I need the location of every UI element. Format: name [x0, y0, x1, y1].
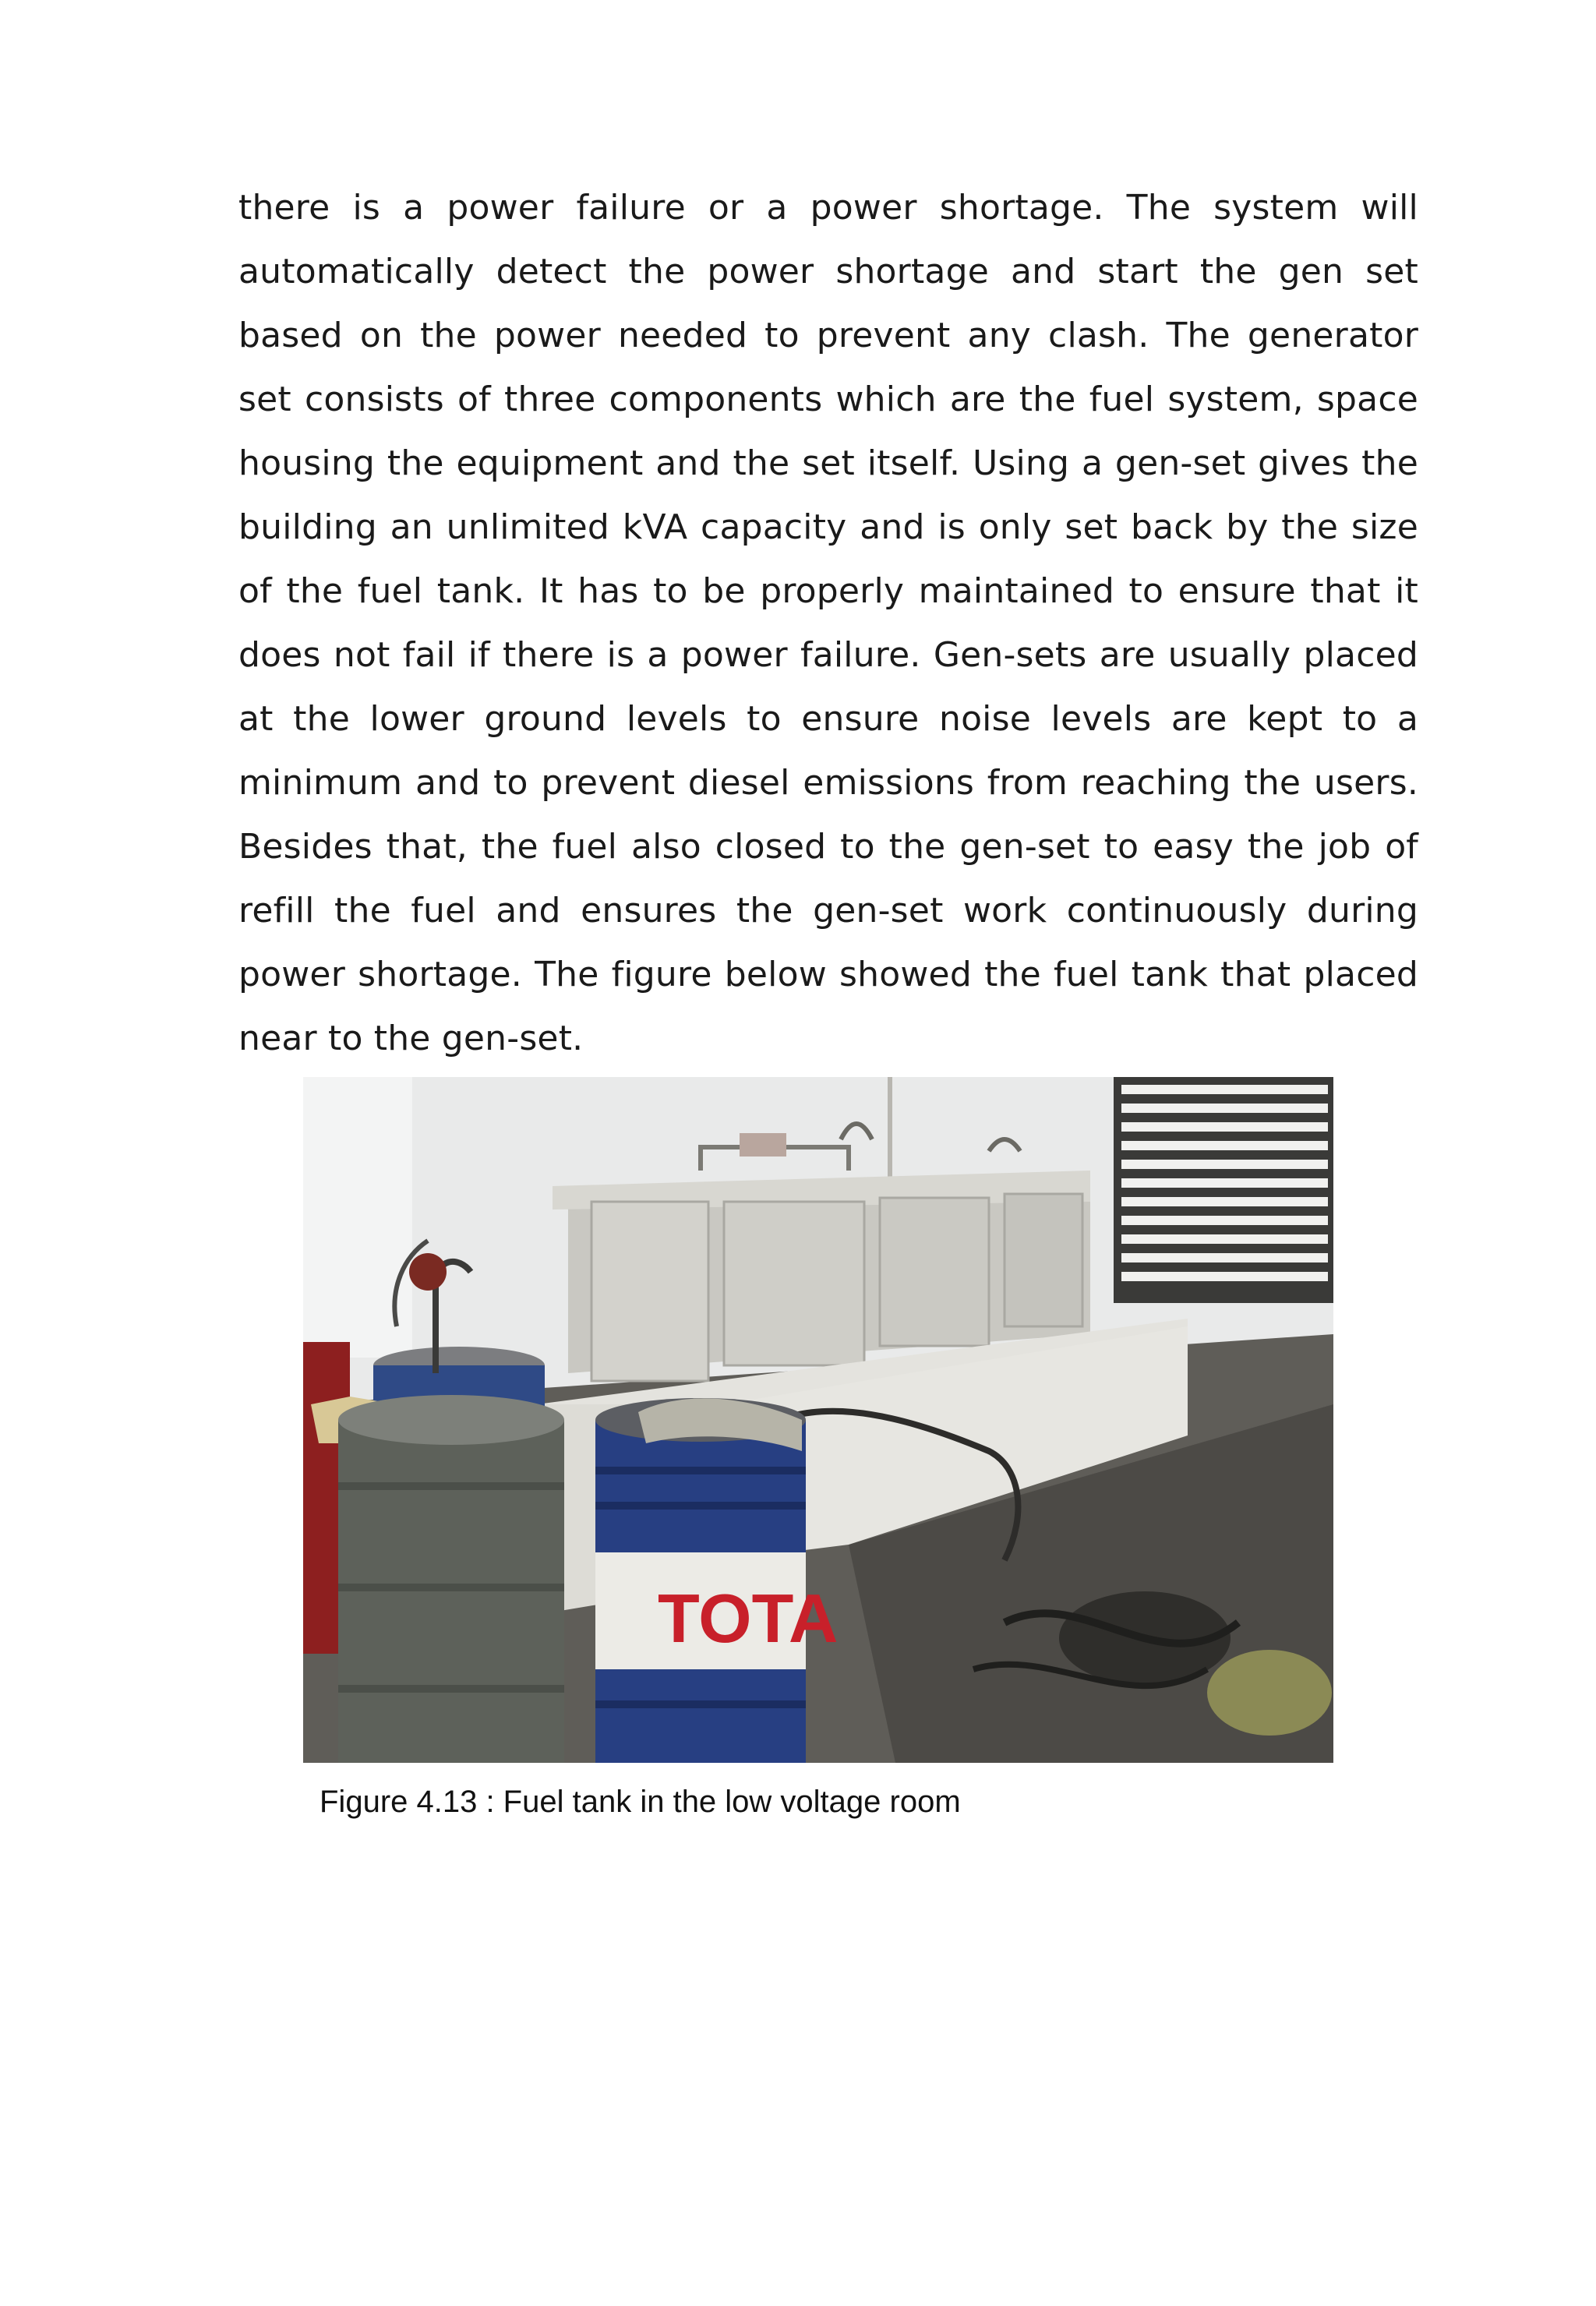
body-paragraph: there is a power failure or a power shortage. The system will automatically detect the power shortage and start the gen set based on the power needed to prevent any clash. The generator set consists of three components which are the fuel system, space housing the equipment and the set itself. Using a gen-set gives the building an unlimited kVA capacity and is only set back by the size of the fuel tank. It has to be properly maintained to ensure that it does not fail if there is a power failure. Gen-sets are usually placed at the lower ground levels to ensure noise levels are kept to a minimum and to prevent diesel emissions from reaching the users. Besides that, the fuel also closed to the gen-set to easy the job of refill the fuel and ensures the gen-set work continuously during power shortage. The figure below showed the fuel tank that placed near to the gen-set.: [238, 188, 1418, 1058]
photo-illustration: [303, 1077, 1333, 1763]
total-oil-drum: [595, 1398, 838, 1763]
figure-caption: Figure 4.13 : Fuel tank in the low voltage room: [320, 1785, 961, 1819]
drum-label: TOTA: [658, 1580, 839, 1657]
fuel-tank-photo: [303, 1077, 1333, 1763]
grey-drum: [338, 1395, 564, 1763]
vent-grille: [1114, 1077, 1333, 1303]
